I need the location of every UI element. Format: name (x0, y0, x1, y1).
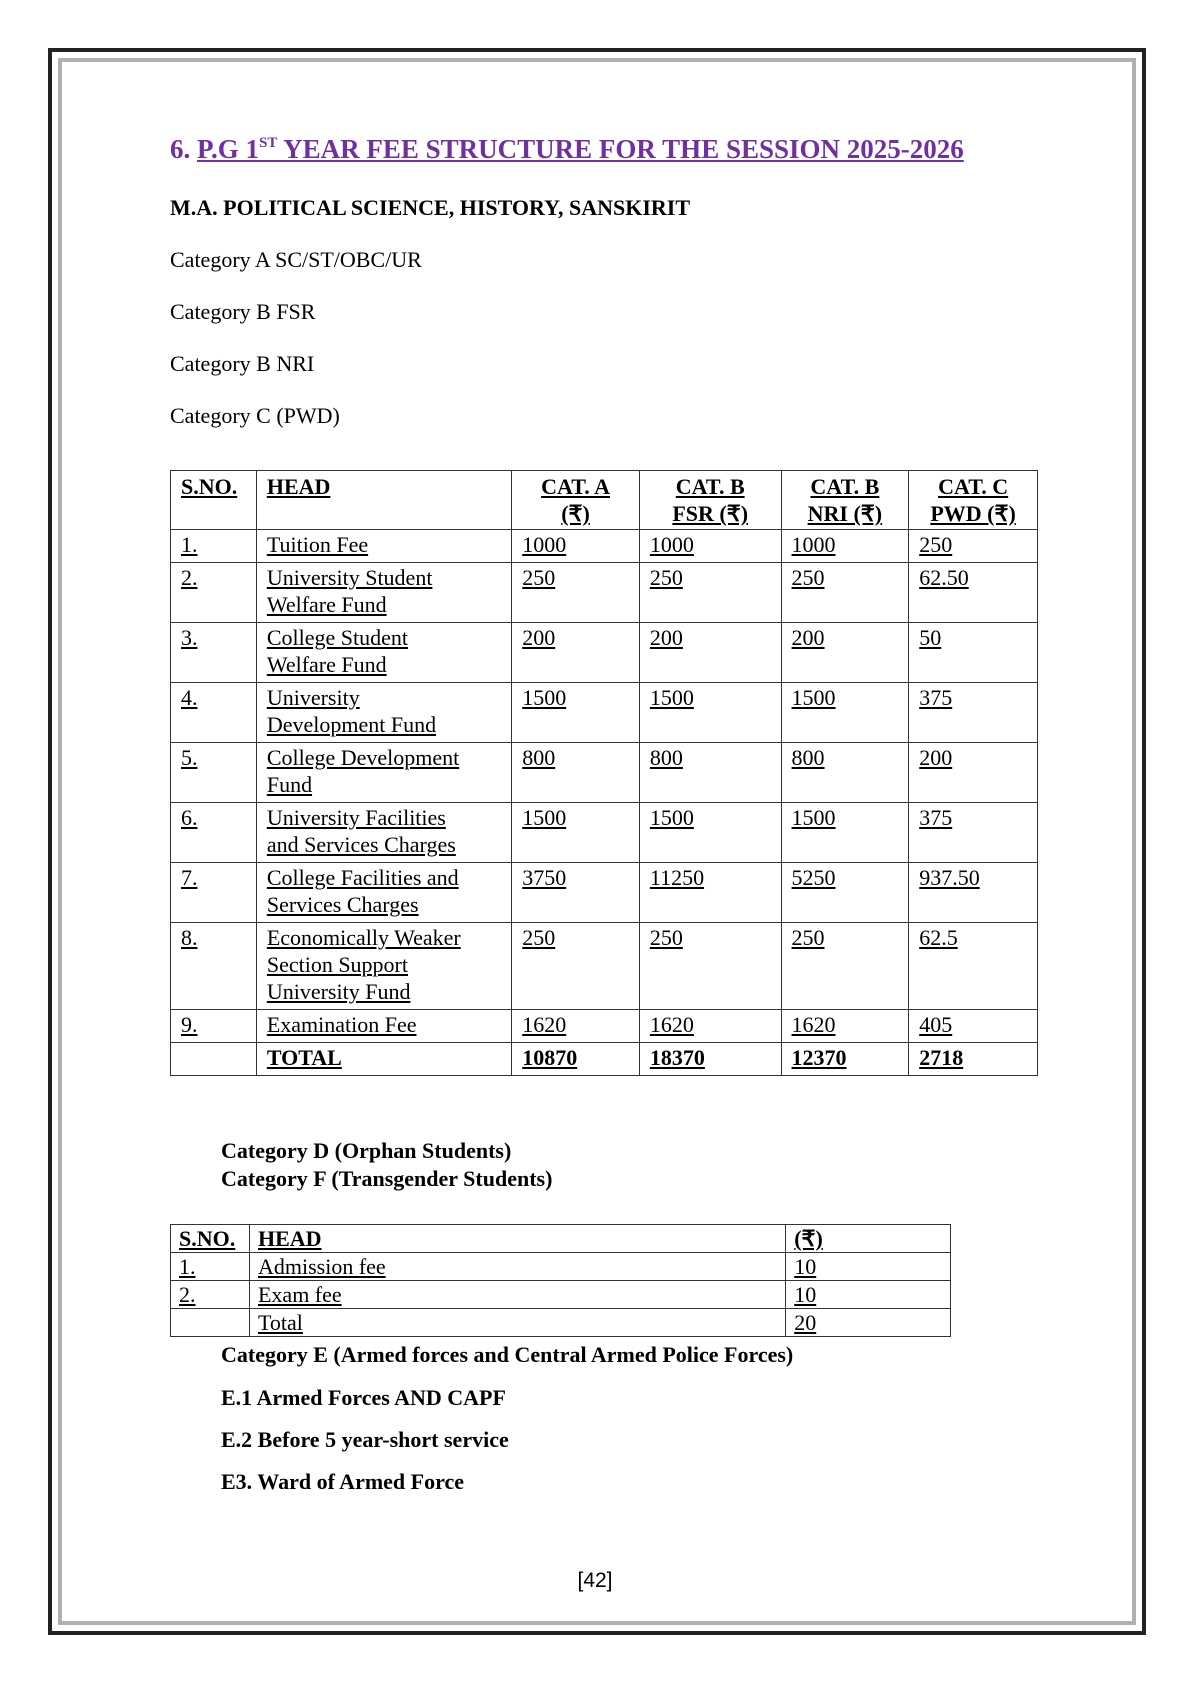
cell-head: Total (249, 1309, 785, 1337)
cell-cat-b-nri: 250 (781, 563, 909, 623)
category-e-item: E.2 Before 5 year-short service (221, 1427, 509, 1452)
cell-cat-b-fsr: 11250 (639, 863, 781, 923)
special-table-body (171, 1253, 951, 1337)
category-line: Category C (PWD) (170, 403, 340, 428)
cell-cat-a: 1000 (512, 530, 640, 563)
category-e-item: E.1 Armed Forces AND CAPF (221, 1385, 506, 1410)
course-subtitle: M.A. POLITICAL SCIENCE, HISTORY, SANSKIRIT (170, 195, 691, 220)
special-category-table (170, 1224, 951, 1337)
cell-cat-a: 3750 (512, 863, 640, 923)
cell-cat-c: 50 (909, 623, 1038, 683)
category-line: Category B FSR (170, 299, 316, 324)
cell-total-label: TOTAL (256, 1043, 511, 1076)
cell-cat-c: 200 (909, 743, 1038, 803)
table-row (171, 683, 1038, 743)
cell-sno: 3. (171, 623, 257, 683)
cell-sno: 1. (171, 1253, 250, 1281)
category-e-title: Category E (Armed forces and Central Armed Police Forces) (221, 1342, 794, 1367)
table-header-row (171, 471, 1038, 530)
table-row (171, 923, 1038, 1010)
cell-sno: 4. (171, 683, 257, 743)
cell-cat-b-nri: 1620 (781, 1010, 909, 1043)
cell-cat-c: 937.50 (909, 863, 1038, 923)
cell-sno (171, 1309, 250, 1337)
category-e-item: E3. Ward of Armed Force (221, 1469, 464, 1494)
category-line: Category B NRI (170, 351, 315, 376)
header-amount: (₹) (786, 1225, 951, 1253)
table-row (171, 563, 1038, 623)
table-row (171, 743, 1038, 803)
cell-cat-b-fsr: 250 (639, 563, 781, 623)
cell-head: College Student Welfare Fund (256, 623, 511, 683)
cell-head: University Student Welfare Fund (256, 563, 511, 623)
cell-cat-b-fsr: 1000 (639, 530, 781, 563)
cell-cat-c: 405 (909, 1010, 1038, 1043)
cell-cat-c: 62.5 (909, 923, 1038, 1010)
cell-cat-b-nri: 250 (781, 923, 909, 1010)
cell-cat-b-nri: 1500 (781, 683, 909, 743)
total-row (171, 1043, 1038, 1076)
cell-cat-b-fsr: 1500 (639, 803, 781, 863)
cell-cat-a: 250 (512, 923, 640, 1010)
cell-cat-a: 250 (512, 563, 640, 623)
cell-head: College Facilities and Services Charges (256, 863, 511, 923)
table-row (171, 1309, 951, 1337)
fee-table-body (171, 530, 1038, 1076)
cell-cat-b-fsr-total: 18370 (639, 1043, 781, 1076)
title-rest: YEAR FEE STRUCTURE FOR THE SESSION 2025-2026 (277, 134, 964, 164)
header-sno: S.NO. (171, 1225, 250, 1253)
header-cat-b-fsr: CAT. B FSR (₹) (639, 471, 781, 530)
table-row (171, 1253, 951, 1281)
cell-cat-b-fsr: 800 (639, 743, 781, 803)
table-header-row (171, 1225, 951, 1253)
cell-cat-c: 375 (909, 683, 1038, 743)
cell-cat-b-fsr: 250 (639, 923, 781, 1010)
header-cat-c: CAT. C PWD (₹) (909, 471, 1038, 530)
cell-cat-c: 62.50 (909, 563, 1038, 623)
cell-cat-a: 1500 (512, 683, 640, 743)
cell-cat-a: 1620 (512, 1010, 640, 1043)
cell-cat-c-total: 2718 (909, 1043, 1038, 1076)
cell-cat-b-fsr: 200 (639, 623, 781, 683)
cell-head: Economically Weaker Section Support University Fund (256, 923, 511, 1010)
cell-cat-b-nri: 1500 (781, 803, 909, 863)
page-number: [42] (577, 1569, 613, 1592)
cell-amount: 10 (786, 1281, 951, 1309)
cell-cat-c: 250 (909, 530, 1038, 563)
cell-amount: 10 (786, 1253, 951, 1281)
table-row (171, 530, 1038, 563)
category-d-f-block (221, 1137, 552, 1193)
cell-cat-a: 800 (512, 743, 640, 803)
cell-head: Admission fee (249, 1253, 785, 1281)
page-title (170, 134, 964, 165)
header-cat-b-nri: CAT. B NRI (₹) (781, 471, 909, 530)
table-row (171, 623, 1038, 683)
header-cat-a: CAT. A (₹) (512, 471, 640, 530)
cell-head: Examination Fee (256, 1010, 511, 1043)
table-row (171, 863, 1038, 923)
cell-sno: 7. (171, 863, 257, 923)
table-row (171, 803, 1038, 863)
cell-amount: 20 (786, 1309, 951, 1337)
header-sno: S.NO. (171, 471, 257, 530)
cell-cat-a-total: 10870 (512, 1043, 640, 1076)
cell-cat-b-nri: 1000 (781, 530, 909, 563)
cell-cat-b-nri: 5250 (781, 863, 909, 923)
cell-cat-a: 200 (512, 623, 640, 683)
cell-cat-c: 375 (909, 803, 1038, 863)
category-f-label: Category F (Transgender Students) (221, 1166, 553, 1191)
cell-sno: 6. (171, 803, 257, 863)
cell-sno: 2. (171, 563, 257, 623)
title-main-text: P.G 1 (197, 134, 260, 164)
header-head: HEAD (249, 1225, 785, 1253)
table-row (171, 1010, 1038, 1043)
cell-sno: 9. (171, 1010, 257, 1043)
cell-sno: 8. (171, 923, 257, 1010)
cell-head: Exam fee (249, 1281, 785, 1309)
cell-cat-b-nri: 800 (781, 743, 909, 803)
title-superscript: ST (259, 135, 278, 151)
cell-cat-b-nri: 200 (781, 623, 909, 683)
cell-sno: 5. (171, 743, 257, 803)
cell-cat-b-fsr: 1620 (639, 1010, 781, 1043)
cell-sno: 1. (171, 530, 257, 563)
cell-head: University Facilities and Services Charges (256, 803, 511, 863)
fee-structure-table (170, 470, 1038, 1076)
cell-sno (171, 1043, 257, 1076)
cell-head: College Development Fund (256, 743, 511, 803)
category-line: Category A SC/ST/OBC/UR (170, 247, 422, 272)
cell-head: Tuition Fee (256, 530, 511, 563)
title-main (197, 134, 964, 164)
title-prefix: 6. (170, 134, 197, 164)
category-d-label: Category D (Orphan Students) (221, 1138, 512, 1163)
cell-cat-b-fsr: 1500 (639, 683, 781, 743)
cell-cat-b-nri-total: 12370 (781, 1043, 909, 1076)
cell-sno: 2. (171, 1281, 250, 1309)
table-row (171, 1281, 951, 1309)
cell-head: University Development Fund (256, 683, 511, 743)
header-head: HEAD (256, 471, 511, 530)
cell-cat-a: 1500 (512, 803, 640, 863)
